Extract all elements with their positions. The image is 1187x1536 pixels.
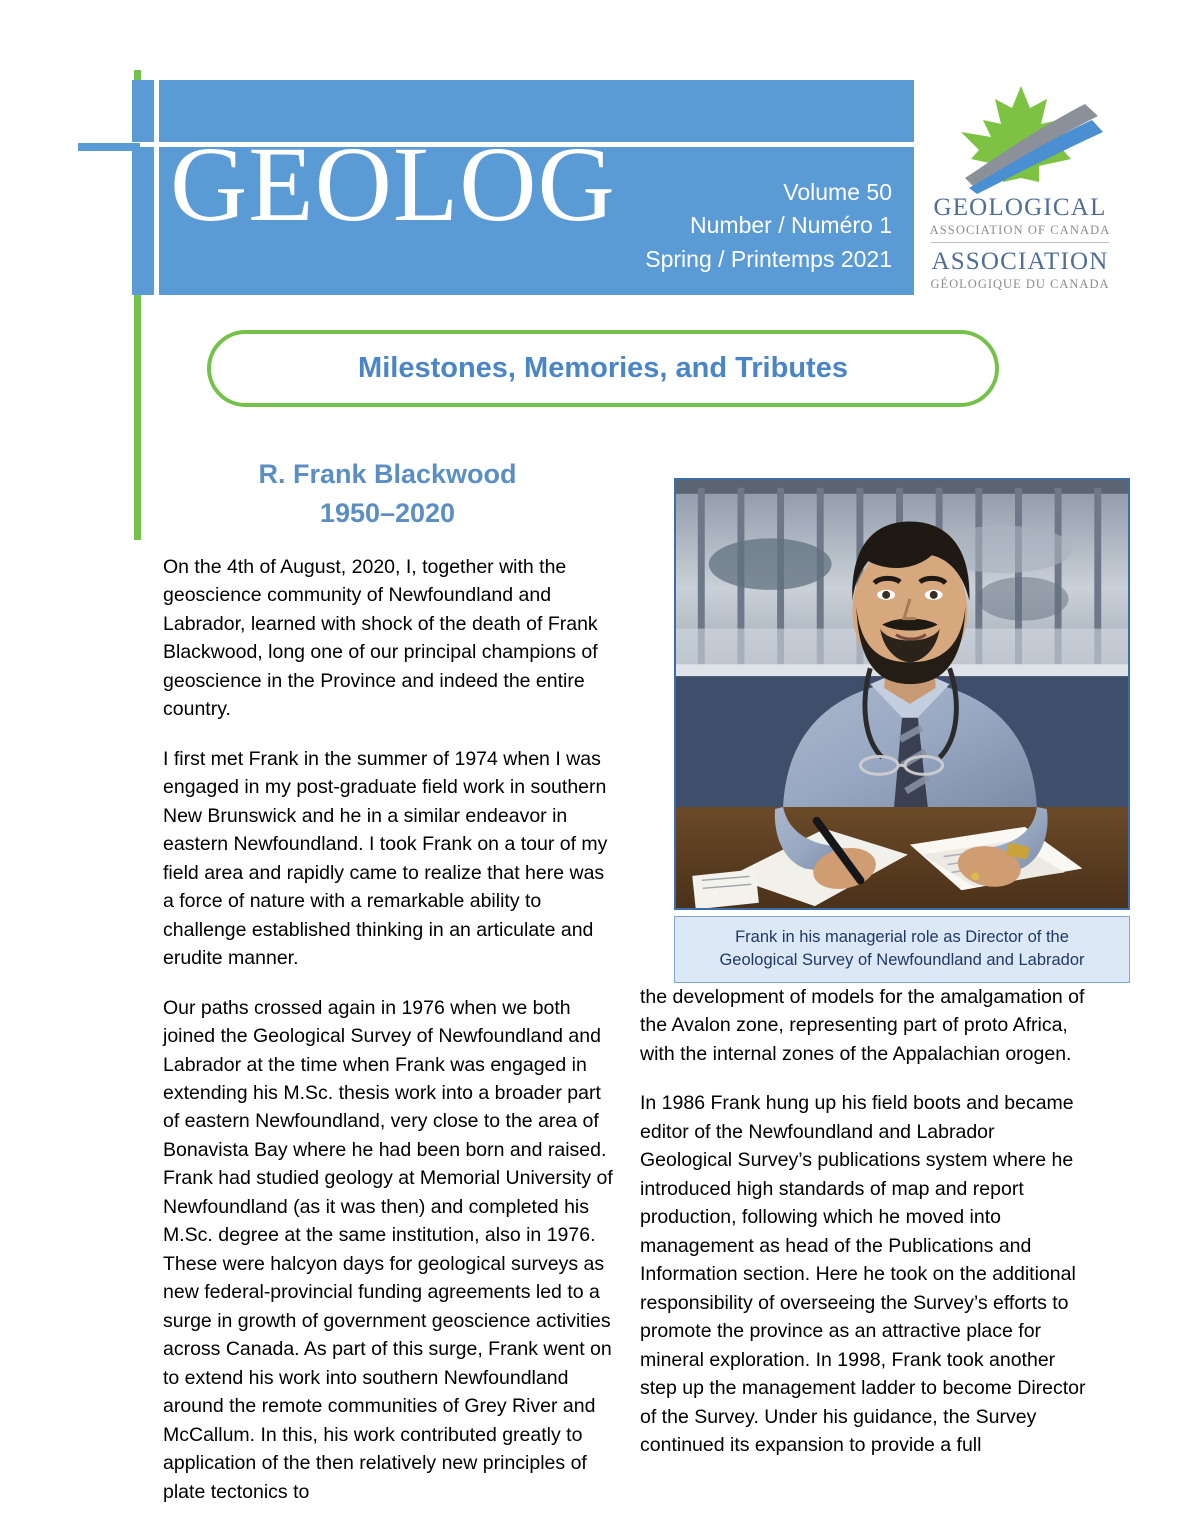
gac-logo bbox=[925, 82, 1115, 297]
photo-caption: Frank in his managerial role as Director of the Geological Survey of Newfoundland and Labrador bbox=[674, 916, 1130, 983]
masthead-banner bbox=[132, 80, 914, 295]
paragraph: On the 4th of August, 2020, I, together with the geoscience community of Newfoundland and Labrador, learned with shock of the death of Frank Blackwood, long one of our principal champions of geoscience in the Province and indeed the entire country. bbox=[163, 556, 598, 721]
paragraph: the development of models for the amalgamation of the Avalon zone, representing part of proto Africa, with the internal zones of the Appalachian orogen. bbox=[640, 986, 1085, 1065]
article-subject-dates: 1950–2020 bbox=[319, 498, 456, 529]
issue-number: Number / Numéro 1 bbox=[690, 212, 892, 239]
gac-logo-divider bbox=[931, 242, 1109, 243]
paragraph: I first met Frank in the summer of 1974 when I was engaged in my post-graduate field work in southern New Brunswick and he in a similar endeavor in eastern Newfoundland. I took Frank on a tour of my field area and rapidly came to realize that here was a force of nature with a remarkable ability to challenge established thinking in an articulate and erudite manner. bbox=[163, 747, 608, 970]
blue-horizontal-stub bbox=[78, 143, 140, 151]
gac-line-association: ASSOCIATION bbox=[931, 248, 1109, 275]
gac-line-geological: GEOLOGICAL bbox=[933, 194, 1107, 221]
paragraph: In 1986 Frank hung up his field boots and became editor of the Newfoundland and Labrador Geological Survey’s publications system where he introduced high standards of map and report production, following which he moved into management as head of the Publications and Information section. Here he took on the additional responsibility of overseeing the Survey’s efforts to promote the province as an attractive place for mineral exploration. In 1998, Frank took another step up the management ladder to become Director of the Survey. Under his guidance, the Survey continued its expansion to provide a full bbox=[640, 1092, 1086, 1457]
gac-logo-text bbox=[925, 194, 1115, 292]
gac-line-association-of-canada: ASSOCIATION OF CANADA bbox=[929, 223, 1111, 237]
article-photo bbox=[674, 478, 1130, 910]
section-title-label: Milestones, Memories, and Tributes bbox=[358, 352, 848, 384]
article-left-column bbox=[163, 553, 615, 1527]
geolog-wordmark: GEOLOG bbox=[170, 126, 616, 244]
article-subject-name: R. Frank Blackwood bbox=[258, 459, 517, 489]
article-right-column bbox=[640, 983, 1092, 1481]
portrait-photo-illustration bbox=[676, 480, 1128, 908]
maple-leaf-swoosh-icon bbox=[935, 82, 1107, 194]
issue-info bbox=[645, 176, 892, 276]
paragraph: Our paths crossed again in 1976 when we both joined the Geological Survey of Newfoundland and Labrador at the time when Frank was engaged in extending his M.Sc. thesis work into a broader part of eastern Newfoundland, very close to the area of Bonavista Bay where he had been born and raised. Frank had studied geology at Memorial University of Newfoundland (as it was then) and completed his M.Sc. degree at the same institution, also in 1976. These were halcyon days for geological surveys as new federal-provincial funding agreements led to a surge in growth of government geoscience activities across Canada. As part of this surge, Frank went on to extend his work into southern Newfoundland around the remote communities of Grey River and McCallum. In this, his work contributed greatly to application of the then relatively new principles of plate tectonics to bbox=[163, 996, 613, 1503]
gac-line-geologique-du-canada: GÉOLOGIQUE DU CANADA bbox=[930, 277, 1110, 291]
issue-season: Spring / Printemps 2021 bbox=[645, 245, 892, 272]
section-title-pill bbox=[207, 330, 999, 407]
article-photo-figure bbox=[674, 478, 1130, 983]
masthead-vertical-divider bbox=[154, 80, 159, 295]
article-title bbox=[160, 455, 615, 533]
issue-volume: Volume 50 bbox=[783, 179, 892, 205]
